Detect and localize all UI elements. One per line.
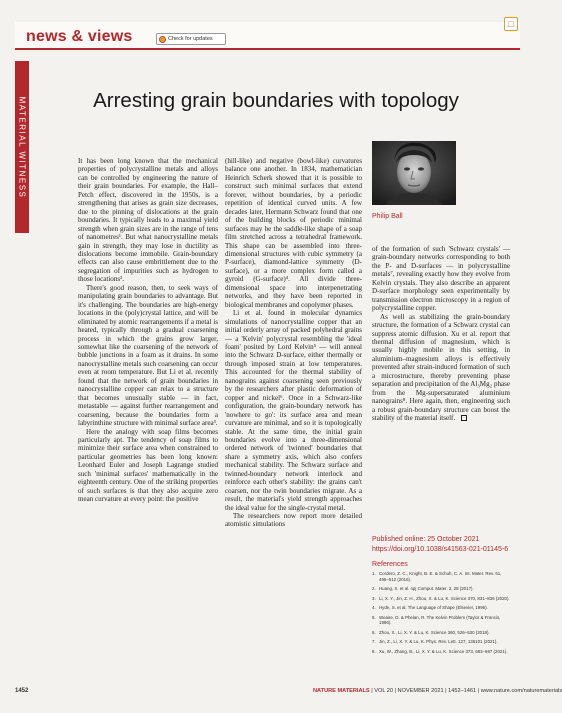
- page-number: 1452: [15, 688, 29, 694]
- text-column-3: [372, 245, 510, 423]
- publication-info: [372, 535, 522, 554]
- paragraph: Here the analogy with soap films becomes particularly apt. The tendency of soap films to minimize their surface area when constrained to particular geometries has been long known: Leonhard Euler and Joseph Lagrange studied such 'minimal surfaces' mathematically in the eighteenth century. One of the striking properties of such surfaces is that they also acquire zero mean curvature at every point: the positive: [78, 427, 218, 504]
- paragraph-text: As well as stabilizing the grain-boundary structure, the formation of a Schwarz crystal can suppress atomic diffusion. Xu et al. report that thermal diffusion of magnesium, which is usually highly mobile in this setting, in aluminium–magnesium alloys is effectively prevented after strain-induced formation of such a microstructure, thereby preventing phase separation and precipitation of the Al₃Mg₂ phase from the Mg-supersaturated aluminium nanograins⁸. Here again, then, engineering such a robust grain-boundary structure can boost the stability of the material itself.: [372, 312, 510, 423]
- bookmark-corner-icon: □: [504, 17, 518, 31]
- journal-info: [313, 688, 562, 694]
- paragraph: There's good reason, then, to seek ways of manipulating grain boundaries to advantage. But it's challenging. The boundaries are high-energy locations in the (poly)crystal lattice, and will be eliminated by atomic rearrangements if a metal is heated, typically through a gradual coarsening process in which the grains grow larger, somewhat like the coarsening of the network of bubble junctions in a foam as it drains. In some nanocrystalline metals such coarsening can occur even at room temperature. But Li et al. recently found that the network of grain boundaries in nanocrystalline copper can relax to a structure that becomes unusually stable — in fact, metastable — against further rearrangement and coarsening, because the boundaries form a labyrinthine structure with minimal surface area³.: [78, 283, 218, 428]
- reference-item: 7. Jin, Z., Li, X. Y. & Lu, K. Phys. Rev. Lett. 127, 136101 (2021).: [372, 639, 498, 645]
- reference-item: 2. Huang, S. et al. npj Comput. Mater. 3, 28 (2017).: [372, 586, 474, 592]
- journal-issue: | VOL 20 | NOVEMBER 2021 | 1452–1461 | www.nature.com/naturematerials: [369, 688, 562, 694]
- reference-item: 6. Zhou, X., Li, X. Y. & Lu, K. Science 360, 526–530 (2018).: [372, 629, 490, 635]
- paragraph: of the formation of such 'Schwarz crystals' — grain-boundary networks corresponding to both the P- and D-surfaces — in polycrystalline metals⁷, revealing exactly how they evolve from Kelvin crystals. They also describe an apparent D-surface morphology seen experimentally by transmission electron microscopy in a region of polycrystalline copper.: [372, 245, 510, 313]
- doi-link[interactable]: https://doi.org/10.1038/s41563-021-01145-6: [372, 545, 509, 553]
- text-column-2: [225, 157, 362, 529]
- reference-item: 8. Xu, W., Zhang, B., Li, X. Y. & Lu, K. Science 373, 683–687 (2021).: [372, 648, 508, 654]
- references-heading: References: [372, 561, 408, 568]
- paragraph: [372, 313, 510, 423]
- check-updates-icon: [159, 36, 166, 43]
- photo-caption: Philip Ball: [372, 213, 403, 220]
- reference-item: 1. Cordero, Z. C., Knight, B. E. & Schuh, C. A. Int. Mater. Rev. 61, 495–512 (2016).: [372, 571, 502, 582]
- published-date: Published online: 25 October 2021: [372, 536, 480, 543]
- section-tag: news & views: [26, 28, 133, 45]
- check-updates-badge[interactable]: [156, 33, 226, 45]
- paragraph: It has been long known that the mechanical properties of polycrystalline metals and alloys can be controlled by engineering the nature of their grain boundaries. For example, the Hall–Petch effect, discovered in the 1950s, is a strengthening that arises as grain size decreases, due to the pinning of dislocations at the grain boundaries. It typically leads to a maximal yield strength when grain sizes are in the range of tens of nanometres¹. But what nanocrystalline metals gain in strength, they may lose in ductility as dislocations become immobile. Grain-boundary effects can also cause embrittlement due to the segregation of impurities such as hydrogen to those locations².: [78, 157, 218, 284]
- reference-item: 4. Hyde, S. et al. The Language of Shape (Elsevier, 1996).: [372, 605, 488, 611]
- journal-name: NATURE MATERIALS: [313, 688, 370, 694]
- author-photo: [372, 141, 456, 205]
- side-banner: [15, 61, 29, 233]
- end-of-article-icon: [461, 415, 467, 421]
- header-rule: [15, 48, 520, 50]
- article-headline: Arresting grain boundaries with topology: [93, 89, 459, 112]
- paragraph: The researchers now report more detailed atomistic simulations: [225, 512, 362, 529]
- side-banner-label: MATERIAL WITNESS: [17, 96, 27, 198]
- paragraph: (hill-like) and negative (bowl-like) curvatures balance one another. In 1834, mathematician Heinrich Scherk showed that it is possible to construct such minimal surfaces that extend forever, without boundaries, by a periodic repetition of identical curved units. A few decades later, Hermann Schwarz found that one of the building blocks of periodic minimal surfaces may be the saddle-like shape of a soap film stretched across a tetrahedral framework. This shape can be assembled into three-dimensional structures with cubic symmetry (a P-surface), diamond-lattice symmetry (D-surface), or a more complex form called a gyroid (G-surface)⁴. All divide three-dimensional space into interpenetrating networks, and they have been reported in biological membranes and copolymer phases.: [225, 157, 362, 309]
- references-list: [372, 571, 512, 658]
- reference-item: 3. Li, X. Y., Jin, Z. H., Zhou, X. & Lu, K. Science 370, 831–836 (2020).: [372, 595, 510, 601]
- author-portrait-image: [372, 141, 456, 205]
- check-updates-label: Check for updates: [168, 36, 213, 42]
- reference-item: 5. Weaire, D. & Phelan, R. The Kelvin Problem (Taylor & Francis, 1996).: [372, 614, 501, 626]
- text-column-1: [78, 157, 218, 504]
- paragraph: Li et al. found in molecular dynamics simulations of nanocrystalline copper that an initial orderly array of packed polyhedral grains — a 'Kelvin' polycrystal resembling the 'ideal foam' posited by Lord Kelvin⁵ — will anneal into the Schwarz D-surface, either thermally or through imposed strain at low temperatures. This accounted for the thermal stability of nanograins against coarsening seen previously by the researchers after plastic deformation of copper and nickel⁶. Once in a Schwarz-like configuration, the grain-boundary network has 'nowhere to go': its surface area and mean curvature are minimal, and so it is topologically stable. At the same time, the initial grain boundaries evolve into a three-dimensional ordered network of 'twinned' boundaries that share a symmetry axis, which also confers mechanical stability. The Schwarz surface and twinned-boundary network interlock and reinforce each other's stability: the grains can't coarsen, nor the twin boundaries migrate. As a result, the material's yield strength approaches the ideal value for the single-crystal metal.: [225, 309, 362, 512]
